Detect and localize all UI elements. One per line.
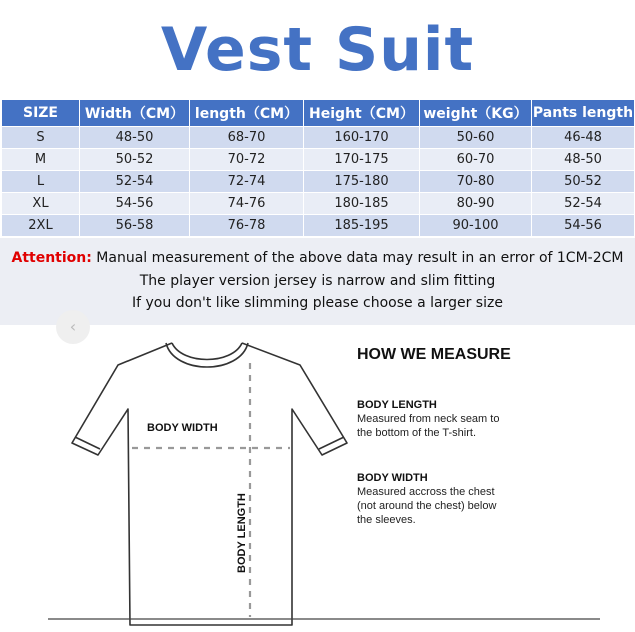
cell-pants-length: 50-52 (532, 171, 635, 193)
cell-weight: 90-100 (420, 215, 532, 237)
body-width-label: BODY WIDTH (147, 422, 218, 434)
cell-width: 48-50 (80, 127, 190, 149)
cell-width: 54-56 (80, 193, 190, 215)
cell-weight: 80-90 (420, 193, 532, 215)
cell-size: L (2, 171, 80, 193)
size-table (1, 99, 635, 237)
cell-width: 52-54 (80, 171, 190, 193)
header-length: length（CM） (190, 100, 304, 127)
header-size: SIZE (2, 100, 80, 127)
cell-size: 2XL (2, 215, 80, 237)
cell-size: M (2, 149, 80, 171)
cell-length: 74-76 (190, 193, 304, 215)
how-we-measure-heading: HOW WE MEASURE (357, 346, 511, 363)
cell-pants-length: 48-50 (532, 149, 635, 171)
cell-weight: 60-70 (420, 149, 532, 171)
fit-note: The player version jersey is narrow and slim fitting (139, 273, 496, 289)
body-width-desc (357, 485, 527, 527)
cell-height: 170-175 (304, 149, 420, 171)
table-row (2, 171, 635, 193)
cell-size: S (2, 127, 80, 149)
body-width-desc-line: Measured accross the chest (357, 486, 495, 498)
body-length-desc-line: the bottom of the T-shirt. (357, 427, 477, 439)
body-width-desc-line: the sleeves. (357, 514, 416, 526)
table-row (2, 193, 635, 215)
cell-length: 68-70 (190, 127, 304, 149)
table-row (2, 149, 635, 171)
cell-height: 180-185 (304, 193, 420, 215)
cell-pants-length: 52-54 (532, 193, 635, 215)
measure-guides (132, 363, 290, 617)
cell-size: XL (2, 193, 80, 215)
body-width-desc-line: (not around the chest) below (357, 500, 497, 512)
measure-diagram (0, 325, 635, 632)
header-height: Height（CM） (304, 100, 420, 127)
cell-pants-length: 46-48 (532, 127, 635, 149)
header-width: Width（CM） (80, 100, 190, 127)
table-row (2, 127, 635, 149)
page-title: Vest Suit (160, 15, 475, 85)
cell-height: 160-170 (304, 127, 420, 149)
tshirt-icon (72, 343, 362, 625)
attention-line (0, 250, 635, 266)
cell-width: 56-58 (80, 215, 190, 237)
body-length-desc (357, 412, 527, 440)
cell-height: 185-195 (304, 215, 420, 237)
body-length-title: BODY LENGTH (357, 399, 437, 411)
table-header-row (2, 100, 635, 127)
attention-label: Attention: (11, 250, 92, 266)
cell-weight: 50-60 (420, 127, 532, 149)
cell-weight: 70-80 (420, 171, 532, 193)
body-length-desc-line: Measured from neck seam to (357, 413, 500, 425)
cell-height: 175-180 (304, 171, 420, 193)
attention-text: Manual measurement of the above data may result in an error of 1CM-2CM (91, 250, 624, 266)
notes-panel (0, 238, 635, 325)
header-pants-length: Pants length (532, 100, 635, 127)
cell-length: 72-74 (190, 171, 304, 193)
body-length-label: BODY LENGTH (236, 493, 248, 573)
table-row (2, 215, 635, 237)
body-width-title: BODY WIDTH (357, 472, 428, 484)
cell-pants-length: 54-56 (532, 215, 635, 237)
cell-length: 70-72 (190, 149, 304, 171)
prev-arrow-icon[interactable]: ‹ (56, 310, 90, 344)
cell-width: 50-52 (80, 149, 190, 171)
size-advice-note: If you don't like slimming please choose a larger size (132, 295, 503, 311)
cell-length: 76-78 (190, 215, 304, 237)
header-weight: weight（KG） (420, 100, 532, 127)
